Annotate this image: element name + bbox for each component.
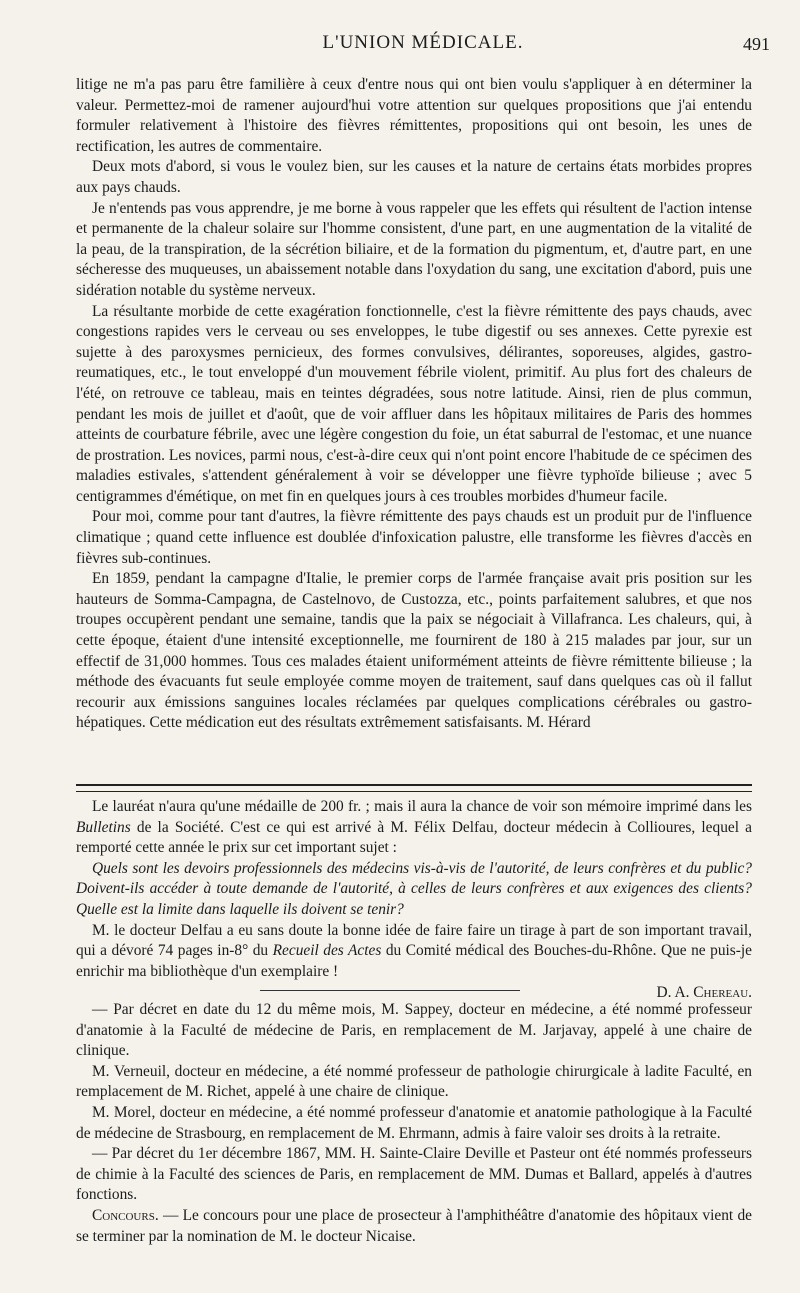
concours-label: Concours. [92, 1206, 159, 1224]
feuilleton-section [76, 797, 752, 1004]
article-paragraph: Deux mots d'abord, si vous le voulez bien, sur les causes et la nature de certains états morbides propres aux pays chauds. [76, 158, 752, 196]
news-item: M. Verneuil, docteur en médecine, a été nommé professeur de pathologie chirurgicale à ladite Faculté, en remplacement de M. Richet, appelé à une chaire de clinique. [76, 1062, 752, 1101]
article-paragraph: En 1859, pendant la campagne d'Italie, le premier corps de l'armée française avait pris position sur les hauteurs de Somma-Campagna, de Castelnovo, de Custozza, etc., points parfaitement salubres, et que nos troupes occupèrent pendant une semaine, tandis que la paix se négociait à Villafranca. Les chaleurs, qui, à cette époque, étaient d'une intensité exceptionnelle, me fournirent de 180 à 215 malades par jour, sur un effectif de 31,000 hommes. Tous ces malades étaient uniformément atteints de fièvre rémittente bilieuse ; la méthode des évacuants fut seule employée comme moyen de traitement, sauf dans quelques cas où il fallut recourir aux émissions sanguines locales réclamées par quelques complications cérébrales ou gastro-hépatiques. Cette médication eut des résultats extrêmement satisfaisants. M. Hérard [76, 570, 752, 732]
news-item: M. Morel, docteur en médecine, a été nommé professeur d'anatomie et anatomie pathologique à la Faculté de médecine de Strasbourg, en remplacement de M. Ehrmann, admis à faire valoir ses droits à la retraite. [76, 1103, 752, 1142]
news-section [76, 1000, 752, 1247]
article-paragraph: Pour moi, comme pour tant d'autres, la fièvre rémittente des pays chauds est un produit pur de l'influence climatique ; quand cette influence est doublée d'infoxication palustre, elle transforme les fièvres d'accès en fièvres sub-continues. [76, 508, 752, 567]
page-header [76, 32, 770, 62]
page-number: 491 [743, 34, 770, 54]
news-item: — Par décret en date du 12 du même mois, M. Sappey, docteur en médecine, a été nommé professeur d'anatomie à la Faculté de médecine de Paris, en remplacement de M. Jarjavay, appelé à une chaire de clinique. [76, 1001, 752, 1060]
short-divider [260, 990, 520, 991]
section-divider [76, 784, 752, 792]
recueil-title: Recueil des Actes [272, 942, 382, 960]
article-paragraph: litige ne m'a pas paru être familière à ceux d'entre nous qui ont bien voulu s'appliquer à en déterminer la valeur. Permettez-moi de ramener aujourd'hui votre attention sur quelques propositions que j'ai entendu formuler relativement à l'histoire des fièvres rémittentes, propositions qui ont besoin, les unes de rectification, les autres de commentaire. [76, 76, 752, 155]
running-title: L'UNION MÉDICALE. [322, 32, 524, 53]
bulletins-title: Bulletins [76, 818, 131, 836]
author-signature: D. A. Chereau. [656, 984, 752, 1002]
main-article [76, 75, 752, 734]
article-paragraph: La résultante morbide de cette exagération fonctionnelle, c'est la fièvre rémittente des pays chauds, avec congestions rapides vers le cerveau ou ses enveloppes, le tube digestif ou ses annexes. Cette pyrexie est sujette à des paroxysmes pernicieux, des formes convulsives, délirantes, soporeuses, algides, gastro-reumatiques, etc., le tout enveloppé d'un mouvement fébrile violent, primitif. Au plus fort des chaleurs de l'été, on retrouve ce tableau, mais en teintes dégradées, sous notre latitude. Ainsi, rien de plus commun, pendant les mois de juillet et d'août, que de voir affluer dans les hôpitaux militaires de Paris des hommes atteints de courbature fébrile, avec une légère congestion du foie, un état saburral de l'estomac, et une nuance de prostration. Les novices, parmi nous, c'est-à-dire ceux qui n'ont point encore l'habitude de ce spécimen des maladies estivales, s'attendent généralement à voir se développer une fièvre typhoïde bilieuse ; avec 5 centigrammes d'émétique, on met fin en quelques jours à ces troubles morbides d'humeur facile. [76, 302, 752, 505]
prize-question: Quels sont les devoirs professionnels des médecins vis-à-vis de l'autorité, de leurs confrères et du public? Doivent-ils accéder à toute demande de l'autorité, à celles de leurs confrères et aux exigences des clients? Quelle est la limite dans laquelle ils doivent se tenir? [76, 859, 752, 918]
article-paragraph: Je n'entends pas vous apprendre, je me borne à vous rappeler que les effets qui résultent de l'action intense et permanente de la chaleur solaire sur l'homme consistent, d'une part, en une augmentation de la vitalité de la peau, de la transpiration, de la sécrétion biliaire, et de la formation du pigmentum, et, d'autre part, en une sécheresse des muqueuses, un abaissement notable dans l'oxydation du sang, une excitation d'abord, puis une sidération notable du système nerveux. [76, 199, 752, 299]
feuilleton-paragraph: M. le docteur Delfau a eu sans doute la bonne idée de faire faire un tirage à part de son important travail, qui a dévoré 74 pages in-8° du Recueil des Actes du Comité médical des Bouches-du-Rhône. Que ne puis-je enrichir ma bibliothèque d'un exemplaire ! [76, 921, 753, 980]
feuilleton-paragraph: Le lauréat n'aura qu'une médaille de 200 fr. ; mais il aura la chance de voir son mémoire imprimé dans les Bulletins de la Société. C'est ce qui est arrivé à M. Félix Delfau, docteur médecin à Collioures, lequel a remporté cette année le prix sur cet important sujet : [76, 798, 752, 857]
news-item: — Par décret du 1er décembre 1867, MM. H. Sainte-Claire Deville et Pasteur ont été nommés professeurs de chimie à la Faculté des sciences de Paris, en remplacement de MM. Dumas et Ballard, appelés à d'autres fonctions. [76, 1145, 752, 1204]
news-item: Concours. — Le concours pour une place de prosecteur à l'amphithéâtre d'anatomie des hôpitaux vient de se terminer par la nomination de M. le docteur Nicaise. [76, 1206, 752, 1245]
